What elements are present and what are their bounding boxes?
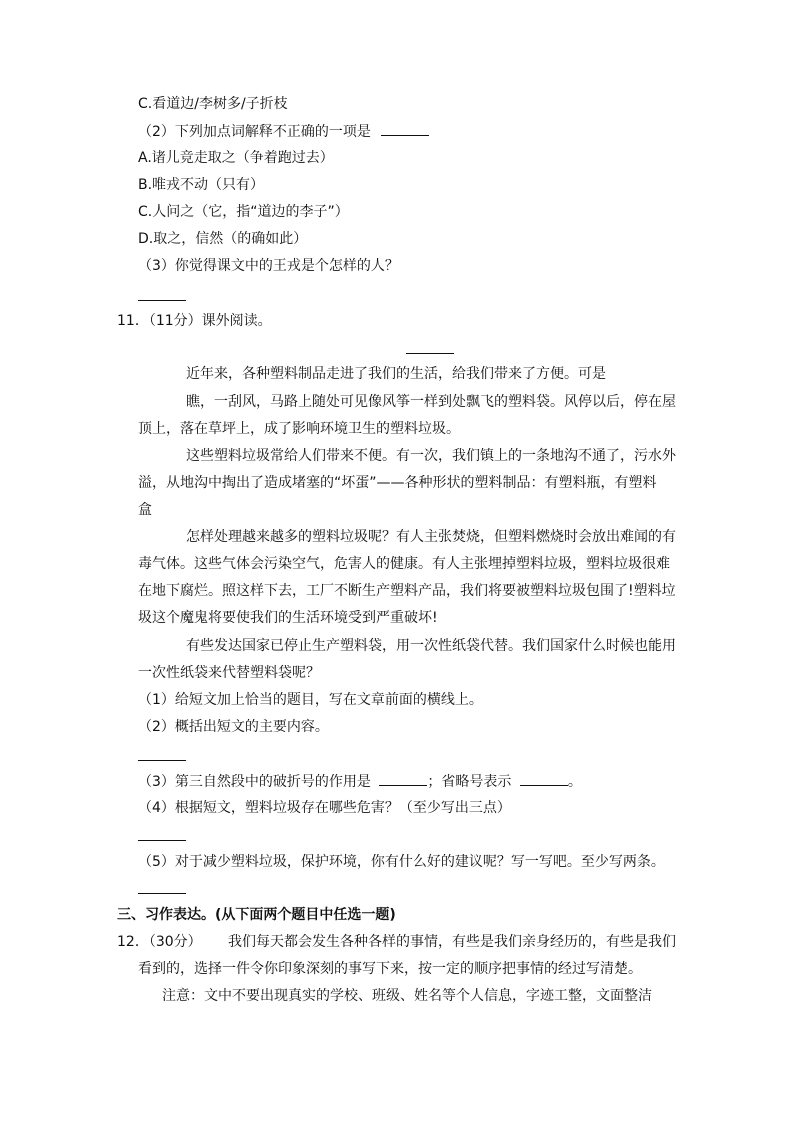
q11-paragraph-5-line-1: 有些发达国家已停止生产塑料袋，用一次性纸袋代替。我们国家什么时候也能用 bbox=[186, 638, 676, 654]
q12-score: 12．（30分） bbox=[117, 934, 202, 950]
q11-sub3-dash-blank[interactable] bbox=[379, 771, 427, 786]
q11-sub3-ellipsis-prompt: ；省略号表示 bbox=[427, 774, 512, 790]
q10-option-c-split: C.看道边/李树多/子折枝 bbox=[138, 96, 288, 112]
q11-sub-question-3 bbox=[138, 771, 582, 792]
q11-sub-question-2: （2）概括出短文的主要内容。 bbox=[138, 719, 329, 735]
q10-part3-prompt: （3）你觉得课文中的王戎是个怎样的人？ bbox=[138, 258, 399, 274]
q11-paragraph-3-line-2: 溢，从地沟中掏出了造成堵塞的“坏蛋”——各种形状的塑料制品：有塑料瓶，有塑料 bbox=[138, 475, 657, 491]
q10-part2-option-a: A.诸儿竞走取之（争着跑过去） bbox=[138, 150, 334, 166]
q10-part2-prompt: （2）下列加点词解释不正确的一项是 bbox=[138, 124, 371, 140]
q12-text-line-1: 我们每天都会发生各种各样的事情，有些是我们亲身经历的，有些是我们 bbox=[228, 934, 676, 950]
q11-sub-question-1: （1）给短文加上恰当的题目，写在文章前面的横线上。 bbox=[138, 692, 483, 708]
q11-paragraph-1: 近年来，各种塑料制品走进了我们的生活，给我们带来了方便。可是 bbox=[186, 366, 606, 382]
q11-heading: 11．（11分）课外阅读。 bbox=[117, 313, 272, 329]
q11-paragraph-3-line-1: 这些塑料垃圾常给人们带来不便。有一次，我们镇上的一条地沟不通了，污水外 bbox=[186, 448, 676, 464]
q11-paragraph-2-line-1: 瞧，一刮风，马路上随处可见像风筝一样到处飘飞的塑料袋。风停以后，停在屋 bbox=[186, 394, 676, 410]
q10-part2-answer-blank[interactable] bbox=[381, 121, 429, 136]
q11-paragraph-5-line-2: 一次性纸袋来代替塑料袋呢？ bbox=[138, 665, 320, 681]
q11-paragraph-4-line-1: 怎样处理越来越多的塑料垃圾呢？有人主张焚烧，但塑料燃烧时会放出难闻的有 bbox=[186, 529, 676, 545]
q11-paragraph-2-line-2: 顶上，落在草坪上，成了影响环境卫生的塑料垃圾。 bbox=[138, 421, 460, 437]
q11-sub2-answer-line[interactable] bbox=[138, 760, 186, 761]
q12-text-line-2: 看到的，选择一件令你印象深刻的事写下来，按一定的顺序把事情的经过写清楚。 bbox=[138, 961, 642, 977]
q10-part3-answer-line[interactable] bbox=[138, 300, 186, 301]
q11-paragraph-4-line-2: 毒气体。这些气体会污染空气，危害人的健康。有人主张埋掉塑料垃圾，塑料垃圾很难 bbox=[138, 556, 670, 572]
q11-title-blank[interactable] bbox=[406, 353, 454, 354]
q11-sub-question-4: （4）根据短文，塑料垃圾存在哪些危害？（至少写出三点） bbox=[138, 800, 511, 816]
q11-paragraph-4-line-4: 圾这个魔鬼将要使我们的生活环境受到严重破坏! bbox=[138, 610, 438, 626]
q12-note: 注意：文中不要出现真实的学校、班级、姓名等个人信息，字迹工整，文面整洁 bbox=[162, 988, 652, 1004]
q11-paragraph-4-line-3: 在地下腐烂。照这样下去，工厂不断生产塑料产品，我们将要被塑料垃圾包围了!塑料垃 bbox=[138, 583, 676, 599]
q11-sub3-ellipsis-blank[interactable] bbox=[520, 771, 568, 786]
q10-part2-option-b: B.唯戎不动（只有） bbox=[138, 177, 265, 193]
q11-paragraph-3-line-3: 盒 bbox=[138, 502, 152, 518]
q10-part2-option-d: D.取之，信然（的确如此） bbox=[138, 231, 308, 247]
section-3-heading: 三、习作表达。(从下面两个题目中任选一题) bbox=[117, 907, 396, 923]
q10-part2-option-c: C.人问之（它，指“道边的李子”） bbox=[138, 204, 349, 220]
q11-sub-question-5: （5）对于减少塑料垃圾，保护环境，你有什么好的建议呢？写一写吧。至少写两条。 bbox=[138, 854, 665, 870]
q11-sub4-answer-line[interactable] bbox=[138, 840, 186, 841]
q10-part2-line bbox=[138, 121, 429, 142]
q11-sub5-answer-line[interactable] bbox=[138, 893, 186, 894]
q11-sub3-period: 。 bbox=[567, 774, 582, 790]
q11-sub3-prompt: （3）第三自然段中的破折号的作用是 bbox=[138, 774, 371, 790]
